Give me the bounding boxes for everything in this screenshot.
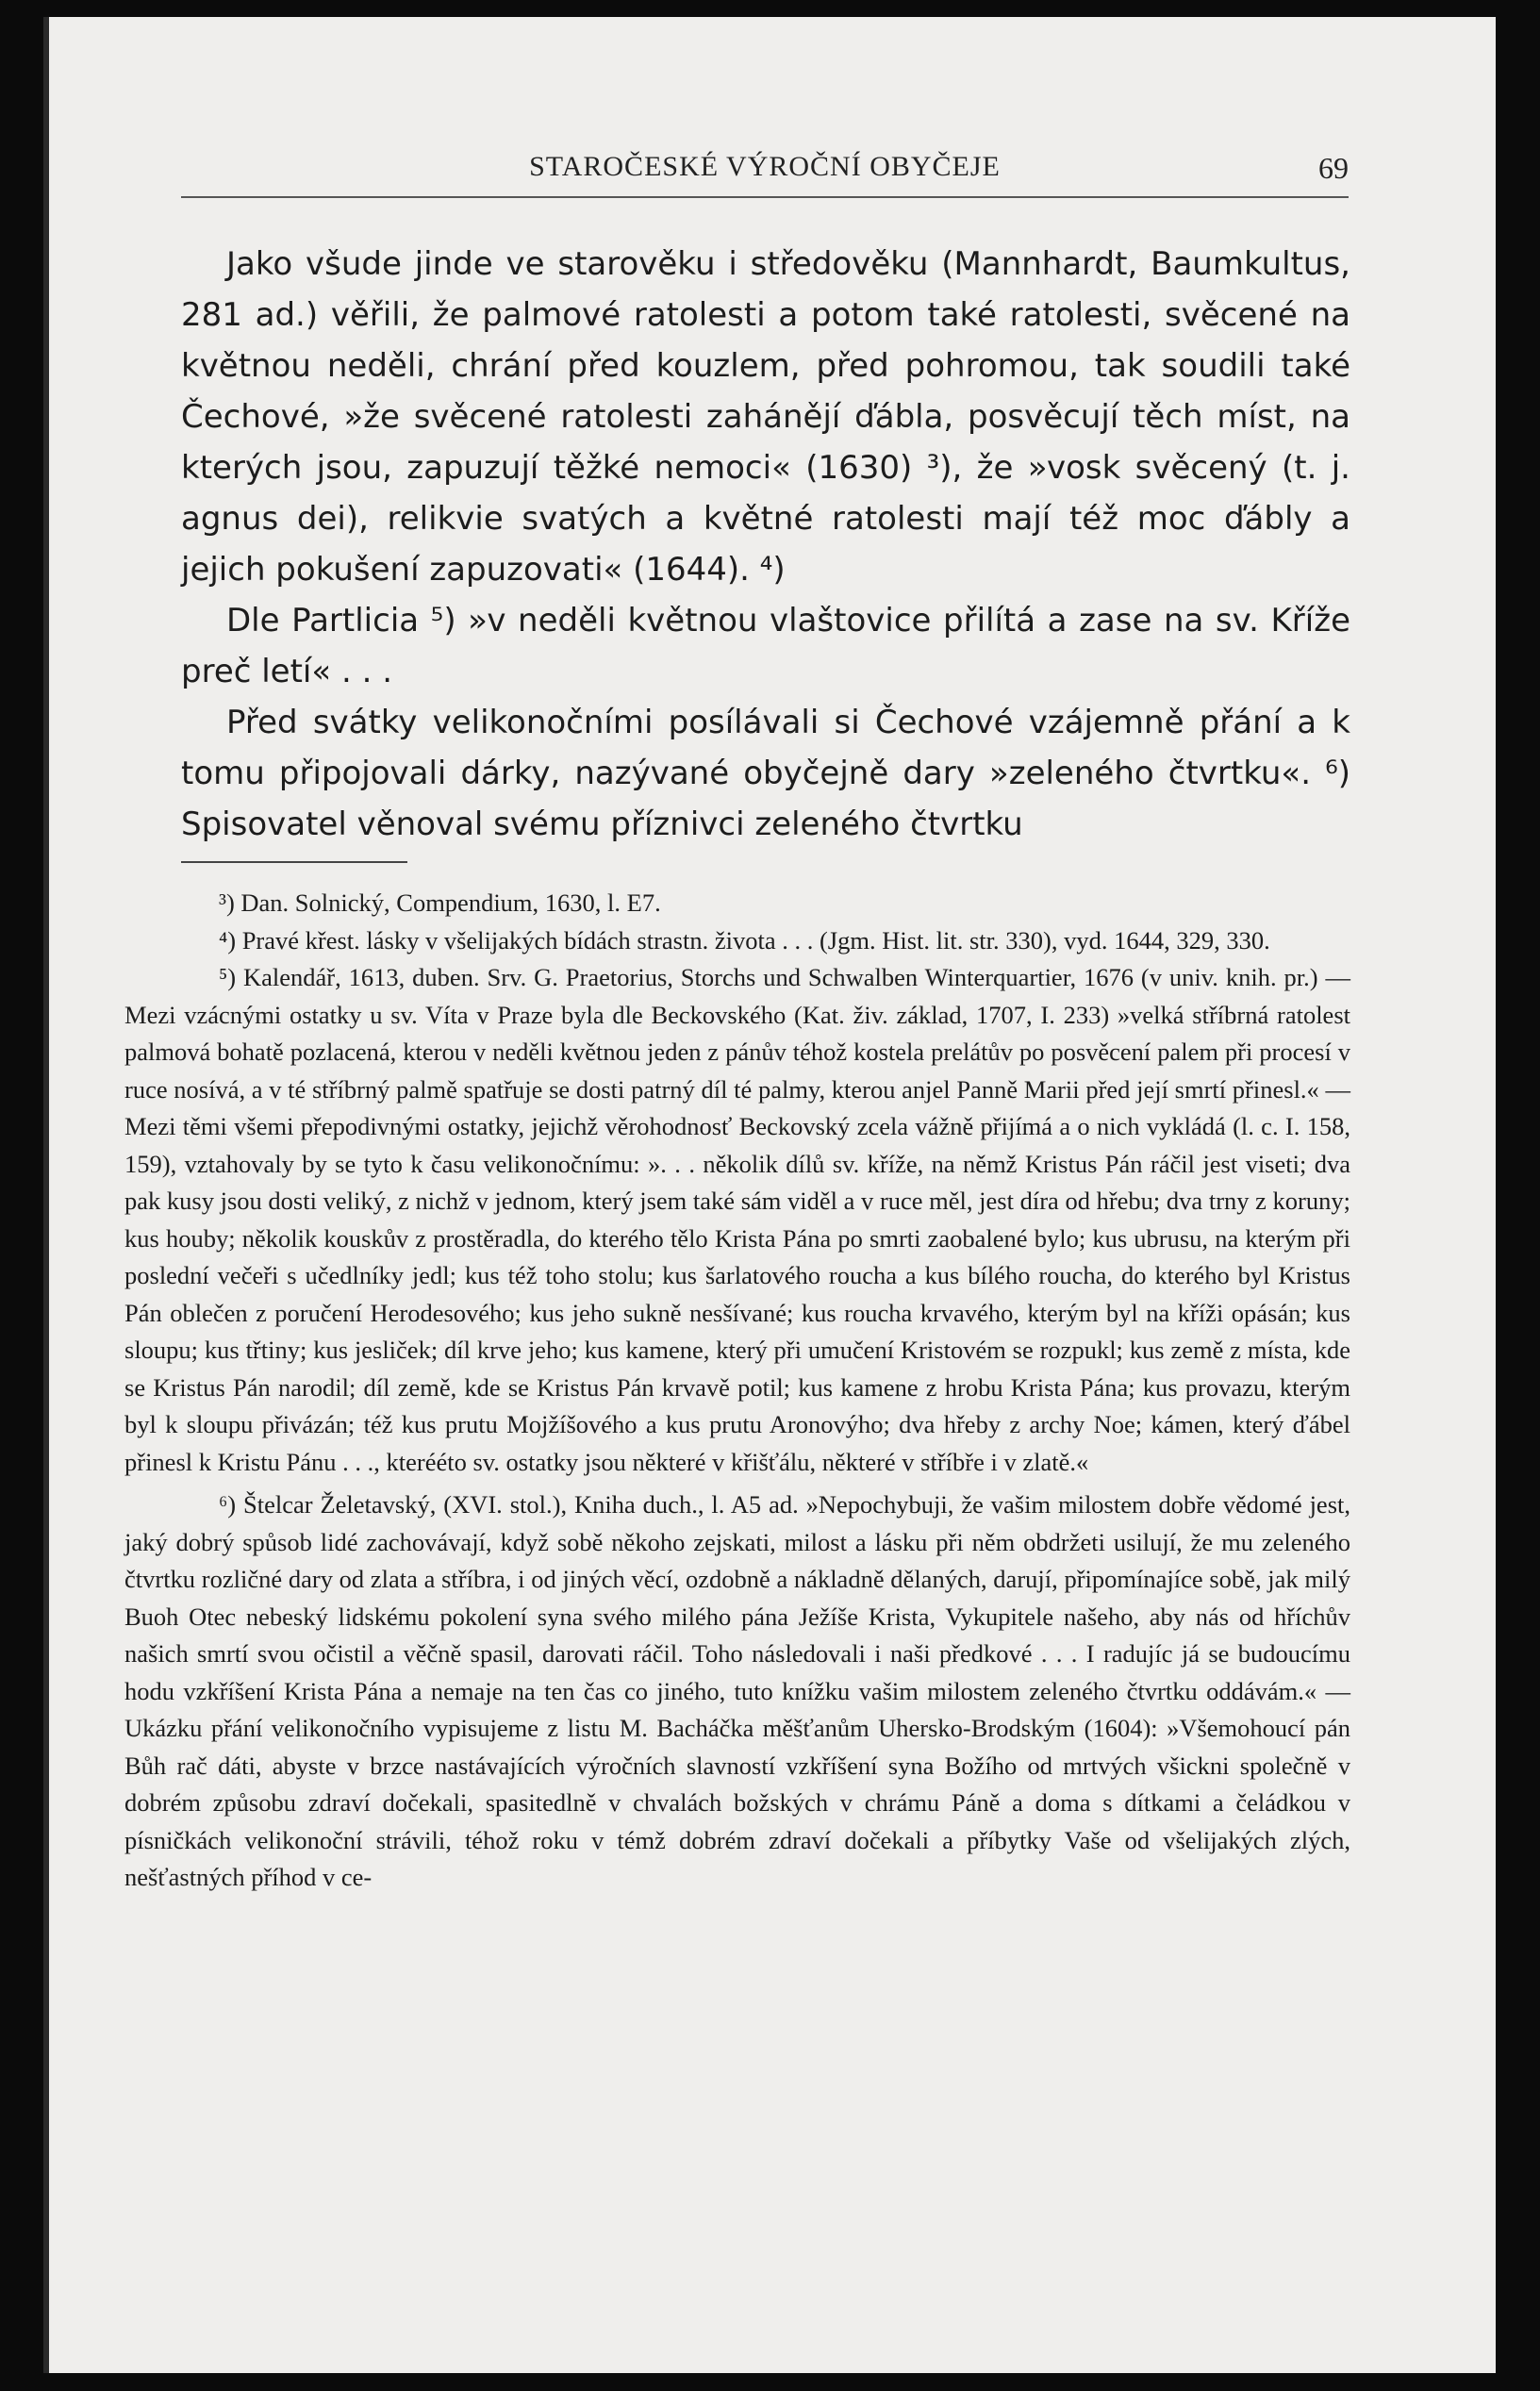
footnote-divider <box>181 861 407 863</box>
footnote-3: ³) Dan. Solnický, Compendium, 1630, l. E7. <box>219 888 661 917</box>
page-number: 69 <box>1318 151 1349 185</box>
paragraph-palm-branches: Jako všude jinde ve starověku i středověku (Mannhardt, Baumkultus, 281 ad.) věřili, že palmové ratolesti a potom také ratolesti, svěcené na květnou neděli, chrání před kouzlem, před pohromou, tak soudili také Čechové, »že svěcené ratolesti zahánějí ďábla, posvěcují těch míst, na kterých jsou, zapuzují těžké nemoci« (1630) ³), že »vosk svěcený (t. j. agnus dei), relikvie svatých a květné ratolesti mají též moc ďábly a jejich pokušení zapuzovati« (1644). ⁴) <box>181 245 1350 589</box>
running-title: STAROČESKÉ VÝROČNÍ OBYČEJE <box>529 151 1001 182</box>
footnote-6: ⁶) Štelcar Želetavský, (XVI. stol.), Kniha duch., l. A5 ad. »Nepochybuji, že vašim milostem dobře vědomé jest, jaký dobrý spůsob lidé zachovávají, když sobě někoho zejskati, milost a lásku při něm obdržeti usilují, že mu zeleného čtvrtku rozličné dary od zlata a stříbra, i od jiných věcí, ozdobně a nákladně dělaných, darují, připomínajíce sobě, jak milý Buoh Otec nebeský lidskému pokolení syna svého milého pána Ježíše Krista, Vykupitele našeho, aby nás od hříchův našich smrtí svou očistil a věčně spasil, darovati ráčil. Toho následovali i naši předkové . . . I radujíc já se budoucímu hodu vzkříšení Krista Pána a nemaje na ten čas co jiného, tuto knížku vašim milostem zeleného čtvrtku oddávám.« — Ukázku přání velikonočního vypisujeme z listu M. Bacháčka měšťanům Uhersko-Brodským (1604): »Všemohoucí pán Bůh rač dáti, abyste v brzce nastávajících výročních slavností vzkříšení syna Božího od mrtvých všickni společně v dobrém způsobu zdraví dočekali, spasitedlně v chvalách božských v chrámu Páně a doma s dítkami a čeládkou v písničkách velikonoční strávili, téhož roku v témž dobrém zdraví dočekali a příbytky Vaše od všelijakých zlých, nešťastných příhod v ce- <box>124 1490 1350 1891</box>
footnote-4: ⁴) Pravé křest. lásky v všelijakých bídách strastn. života . . . (Jgm. Hist. lit. str. 330), vyd. 1644, 329, 330. <box>219 925 1270 955</box>
page-header <box>181 140 1349 198</box>
footnote-5: ⁵) Kalendář, 1613, duben. Srv. G. Praetorius, Storchs und Schwalben Winterquartier, 1676 (v univ. knih. pr.) — Mezi vzácnými ostatky u sv. Víta v Praze byla dle Beckovského (Kat. živ. základ, 1707, I. 233) »velká stříbrná ratolest palmová bohatě pozlacená, kterou v neděli květnou jeden z pánův téhož kostela prelátův po posvěcení palem při procesí v ruce nosívá, a v té stříbrný palmě spatřuje se dosti patrný díl té palmy, kterou anjel Panně Marii před její smrtí přinesl.« — Mezi těmi všemi přepodivnými ostatky, jejichž věrohodnosť Beckovský zcela vážně přijímá a o nich vykládá (l. c. I. 158, 159), vztahovaly by se tyto k času velikonočnímu: ». . . několik dílů sv. kříže, na němž Kristus Pán ráčil jest viseti; dva pak kusy jsou dosti veliký, z nichž v jednom, který jsem také sám viděl a v ruce měl, jest díra od hřebu; dva trny z koruny; kus houby; několik kouskův z prostěradla, do kterého tělo Krista Pána po smrti zaobalené bylo; kus ubrusu, na kterým při poslední večeři s učedlníky jedl; kus též toho stolu; kus šarlatového roucha a kus bílého roucha, do kterého byl Kristus Pán oblečen z poručení Herodesového; kus jeho sukně nesšívané; kus roucha krvavého, kterým byl na kříži opásán; kus sloupu; kus třtiny; kus jesliček; díl krve jeho; kus kamene, který při umučení Kristovém se rozpukl; kus země z místa, kde se Kristus Pán narodil; díl země, kde se Kristus Pán krvavě potil; kus kamene z hrobu Krista Pána; kus provazu, kterým byl k sloupu přivázán; též kus prutu Mojžíšového a kus prutu Aronovýho; dva hřeby z archy Noe; kámen, který ďábel přinesl k Kristu Pánu . . ., kterééto sv. ostatky jsou některé v křišťálu, některé v stříbře i v zlatě.« <box>124 963 1350 1476</box>
main-text <box>181 239 1350 850</box>
paragraph-swallows: Dle Partlicia ⁵) »v neděli květnou vlaštovice přilítá a zase na sv. Kříže preč letí« . . . <box>181 602 1350 690</box>
paragraph-easter-wishes: Před svátky velikonočními posílávali si Čechové vzájemně přání a k tomu připojovali dárky, nazývané obyčejně dary »zeleného čtvrtku«. ⁶) Spisovatel věnoval svému příznivci zeleného čtvrtku <box>181 704 1350 843</box>
footnotes <box>124 885 1350 1897</box>
book-page <box>43 17 1496 2373</box>
